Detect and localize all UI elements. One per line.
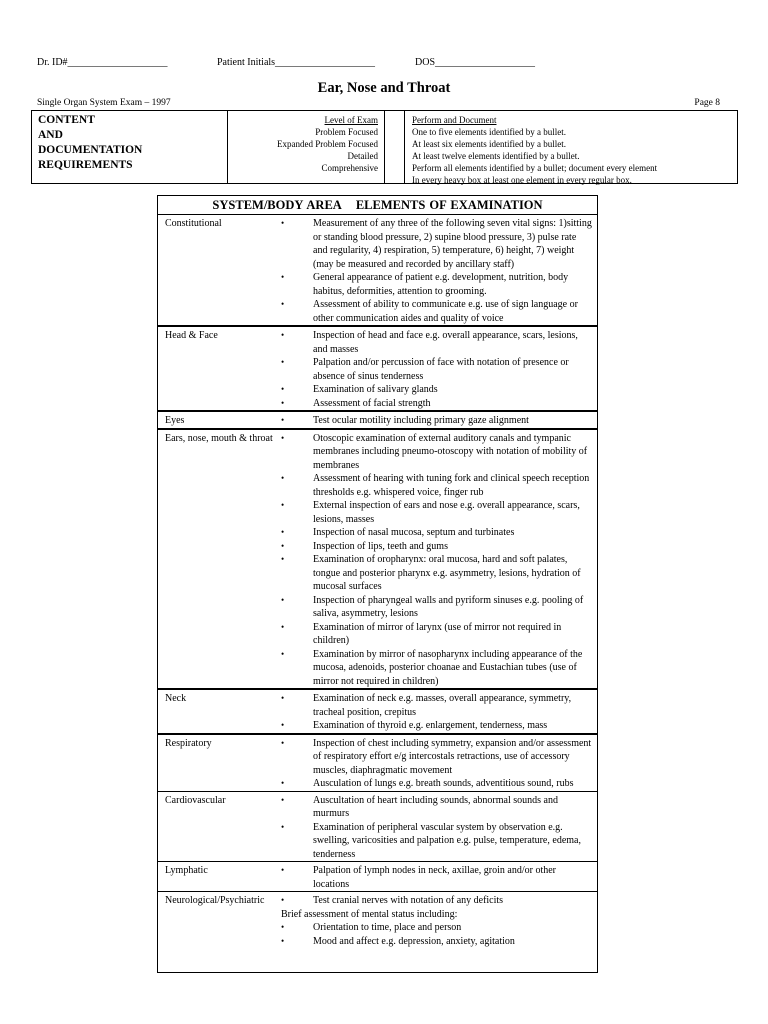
bullet-icon: • bbox=[281, 794, 285, 805]
exam-element bbox=[278, 821, 593, 862]
system-name: Ears, nose, mouth & throat bbox=[165, 432, 273, 444]
exam-rows bbox=[158, 215, 597, 948]
exam-element-text: Auscultation of heart including sounds, abnormal sounds and murmurs bbox=[313, 794, 558, 819]
exam-element bbox=[278, 621, 593, 648]
exam-element bbox=[278, 271, 593, 298]
bullet-icon: • bbox=[281, 594, 285, 605]
exam-element-text: Examination of peripheral vascular system by observation e.g. swelling, varicosities and palpation e.g. pulse, temperature, edema, tenderness bbox=[313, 821, 581, 860]
exam-element bbox=[278, 432, 593, 473]
bullet-icon: • bbox=[281, 397, 285, 408]
exam-element bbox=[278, 935, 593, 949]
bullet-icon: • bbox=[281, 384, 285, 394]
exam-element-text: Palpation of lymph nodes in neck, axillae, groin and/or other locations bbox=[313, 865, 556, 890]
bullet-icon: • bbox=[281, 357, 285, 367]
exam-row bbox=[158, 412, 597, 430]
exam-subtitle: Single Organ System Exam – 1997 bbox=[37, 98, 171, 108]
bullet-icon: • bbox=[281, 865, 285, 875]
level-item: Expanded Problem Focused bbox=[277, 139, 378, 149]
perform-item: In every heavy box at least one element in every regular box. bbox=[412, 175, 632, 185]
system-name: Cardiovascular bbox=[165, 794, 226, 806]
exam-elements bbox=[278, 215, 597, 325]
level-item: Detailed bbox=[347, 151, 378, 161]
exam-row bbox=[158, 327, 597, 412]
exam-element-text: Examination of mirror of larynx (use of mirror not required in children) bbox=[313, 621, 562, 646]
exam-element-text: Inspection of nasal mucosa, septum and turbinates bbox=[313, 527, 515, 538]
exam-elements bbox=[278, 430, 597, 689]
system-name: Neck bbox=[165, 693, 187, 704]
bullet-icon: • bbox=[281, 621, 285, 632]
bullet-icon: • bbox=[281, 895, 285, 905]
exam-table bbox=[157, 195, 598, 973]
divider bbox=[384, 111, 385, 183]
perform-heading: Perform and Document bbox=[412, 115, 497, 125]
exam-element bbox=[278, 864, 593, 891]
exam-element-text: Examination of thyroid e.g. enlargement, tenderness, mass bbox=[313, 720, 548, 731]
system-column-header: SYSTEM/BODY AREA bbox=[212, 198, 342, 212]
bullet-icon: • bbox=[281, 922, 285, 932]
bullet-icon: • bbox=[281, 778, 285, 788]
requirements-title-line: AND bbox=[38, 129, 63, 141]
exam-element-text: Inspection of chest including symmetry, expansion and/or assessment of respiratory effort e/g intercostals retractions, use of accessory muscles, diaphragmatic movement bbox=[313, 737, 592, 776]
exam-row bbox=[158, 792, 597, 863]
system-name: Neurological/Psychiatric bbox=[165, 895, 265, 906]
requirements-title-line: REQUIREMENTS bbox=[38, 159, 133, 171]
exam-element-text: Assessment of hearing with tuning fork and clinical speech reception thresholds e.g. whispered voice, finger rub bbox=[313, 473, 590, 498]
bullet-icon: • bbox=[281, 218, 285, 228]
exam-row bbox=[158, 430, 597, 691]
dos-field: DOS____________________ bbox=[415, 57, 536, 68]
levels-column bbox=[277, 114, 378, 174]
exam-element bbox=[278, 692, 593, 719]
patient-initials-field: Patient Initials____________________ bbox=[217, 57, 376, 68]
exam-element bbox=[278, 719, 593, 733]
perform-item: One to five elements identified by a bullet. bbox=[412, 127, 566, 137]
bullet-icon: • bbox=[281, 693, 285, 703]
exam-element-text: Assessment of facial strength bbox=[313, 397, 431, 409]
exam-element bbox=[278, 777, 593, 791]
exam-element-text: Assessment of ability to communicate e.g. use of sign language or other communication aides and quality of voice bbox=[313, 299, 578, 324]
bullet-icon: • bbox=[281, 554, 285, 564]
exam-element-text: External inspection of ears and nose e.g. overall appearance, scars, lesions, masses bbox=[313, 500, 580, 525]
exam-element bbox=[278, 540, 593, 554]
bullet-icon: • bbox=[281, 540, 285, 551]
exam-element bbox=[278, 217, 593, 271]
exam-element bbox=[278, 526, 593, 540]
exam-element-text: Examination of neck e.g. masses, overall appearance, symmetry, tracheal position, crepitus bbox=[313, 693, 572, 718]
exam-element-text: Orientation to time, place and person bbox=[313, 922, 462, 933]
system-name: Constitutional bbox=[165, 218, 222, 229]
exam-elements bbox=[278, 792, 597, 862]
bullet-icon: • bbox=[281, 299, 285, 309]
perform-item: Perform all elements identified by a bullet; document every element bbox=[412, 163, 658, 173]
exam-elements bbox=[278, 690, 597, 733]
exam-row bbox=[158, 690, 597, 735]
exam-note: Brief assessment of mental status including: bbox=[281, 908, 458, 920]
exam-table-header bbox=[158, 196, 597, 215]
perform-item: At least twelve elements identified by a bullet. bbox=[412, 151, 580, 161]
exam-element bbox=[278, 499, 593, 526]
exam-element bbox=[278, 298, 593, 325]
bullet-icon: • bbox=[281, 272, 285, 282]
bullet-icon: • bbox=[281, 648, 285, 659]
exam-element bbox=[278, 894, 593, 908]
exam-element bbox=[278, 356, 593, 383]
exam-element-text: Test cranial nerves with notation of any deficits bbox=[313, 895, 504, 906]
bullet-icon: • bbox=[281, 737, 285, 748]
exam-row bbox=[158, 862, 597, 892]
exam-element-text: Mood and affect e.g. depression, anxiety, agitation bbox=[313, 935, 515, 947]
bullet-icon: • bbox=[281, 473, 285, 483]
exam-element-text: Inspection of lips, teeth and gums bbox=[313, 540, 448, 552]
exam-row bbox=[158, 892, 597, 948]
exam-element-text: Test ocular motility including primary gaze alignment bbox=[313, 415, 529, 426]
exam-element bbox=[278, 329, 593, 356]
elements-column-header: ELEMENTS OF EXAMINATION bbox=[355, 198, 543, 212]
requirements-box bbox=[31, 110, 738, 184]
exam-elements bbox=[278, 412, 597, 428]
exam-element bbox=[278, 397, 593, 411]
perform-item: At least six elements identified by a bullet. bbox=[412, 139, 566, 149]
system-name: Respiratory bbox=[165, 737, 212, 749]
system-name: Head & Face bbox=[165, 330, 218, 341]
exam-element bbox=[278, 648, 593, 689]
perform-column bbox=[412, 114, 657, 186]
system-name: Lymphatic bbox=[165, 865, 208, 876]
exam-element bbox=[278, 383, 593, 397]
system-name: Eyes bbox=[165, 415, 185, 426]
exam-elements bbox=[278, 892, 597, 948]
exam-element bbox=[278, 553, 593, 594]
divider bbox=[227, 111, 228, 183]
exam-element bbox=[278, 921, 593, 935]
requirements-title-line: CONTENT bbox=[38, 114, 95, 126]
requirements-title bbox=[38, 113, 188, 173]
bullet-icon: • bbox=[281, 527, 285, 537]
level-item: Comprehensive bbox=[321, 163, 378, 173]
exam-element-text: Examination of oropharynx: oral mucosa, hard and soft palates, tongue and posterior pharynx e.g. asymmetry, lesions, hydration of mucosal surfaces bbox=[313, 554, 581, 592]
exam-elements bbox=[278, 735, 597, 791]
exam-element bbox=[278, 737, 593, 778]
exam-elements bbox=[278, 327, 597, 410]
page-number: Page 8 bbox=[694, 98, 720, 108]
exam-row bbox=[158, 735, 597, 792]
exam-element-text: Ausculation of lungs e.g. breath sounds, adventitious sound, rubs bbox=[313, 778, 574, 789]
exam-element-text: Examination of salivary glands bbox=[313, 384, 438, 395]
exam-element bbox=[278, 594, 593, 621]
divider bbox=[404, 111, 405, 183]
exam-element bbox=[278, 414, 593, 428]
bullet-icon: • bbox=[281, 432, 285, 443]
exam-element bbox=[278, 472, 593, 499]
exam-elements bbox=[278, 862, 597, 891]
bullet-icon: • bbox=[281, 720, 285, 730]
exam-element-text: Examination by mirror of nasopharynx including appearance of the mucosa, adenoids, posterior choanae and Eustachian tubes (use of mirror not required in children) bbox=[313, 648, 583, 687]
bullet-icon: • bbox=[281, 935, 285, 946]
level-item: Problem Focused bbox=[315, 127, 378, 137]
exam-element-text: Inspection of head and face e.g. overall appearance, scars, lesions, and masses bbox=[313, 330, 578, 355]
page-title: Ear, Nose and Throat bbox=[317, 80, 451, 96]
exam-element-text: Measurement of any three of the following seven vital signs: 1)sitting or standing blood pressure, 2) supine blood pressure, 3) pulse rate and regularity, 4) respiration, 5) temperature, 6) height, 7) weight (may be measured and recorded by ancillary staff) bbox=[313, 218, 592, 270]
exam-element bbox=[278, 794, 593, 821]
exam-element-text: General appearance of patient e.g. development, nutrition, body habitus, deformities, attention to grooming. bbox=[313, 272, 569, 297]
bullet-icon: • bbox=[281, 821, 285, 832]
bullet-icon: • bbox=[281, 330, 285, 340]
exam-row bbox=[158, 215, 597, 327]
exam-element-text: Palpation and/or percussion of face with notation of presence or absence of sinus tenderness bbox=[313, 357, 569, 382]
exam-element-text: Inspection of pharyngeal walls and pyriform sinuses e.g. pooling of saliva, asymmetry, lesions bbox=[313, 594, 584, 619]
bullet-icon: • bbox=[281, 500, 285, 510]
dr-id-field: Dr. ID#____________________ bbox=[37, 57, 168, 68]
bullet-icon: • bbox=[281, 415, 285, 425]
exam-element-text: Otoscopic examination of external auditory canals and tympanic membranes including pneumo-otoscopy with notation of mobility of membranes bbox=[313, 432, 588, 471]
requirements-title-line: DOCUMENTATION bbox=[38, 144, 143, 156]
levels-heading: Level of Exam bbox=[324, 115, 378, 125]
